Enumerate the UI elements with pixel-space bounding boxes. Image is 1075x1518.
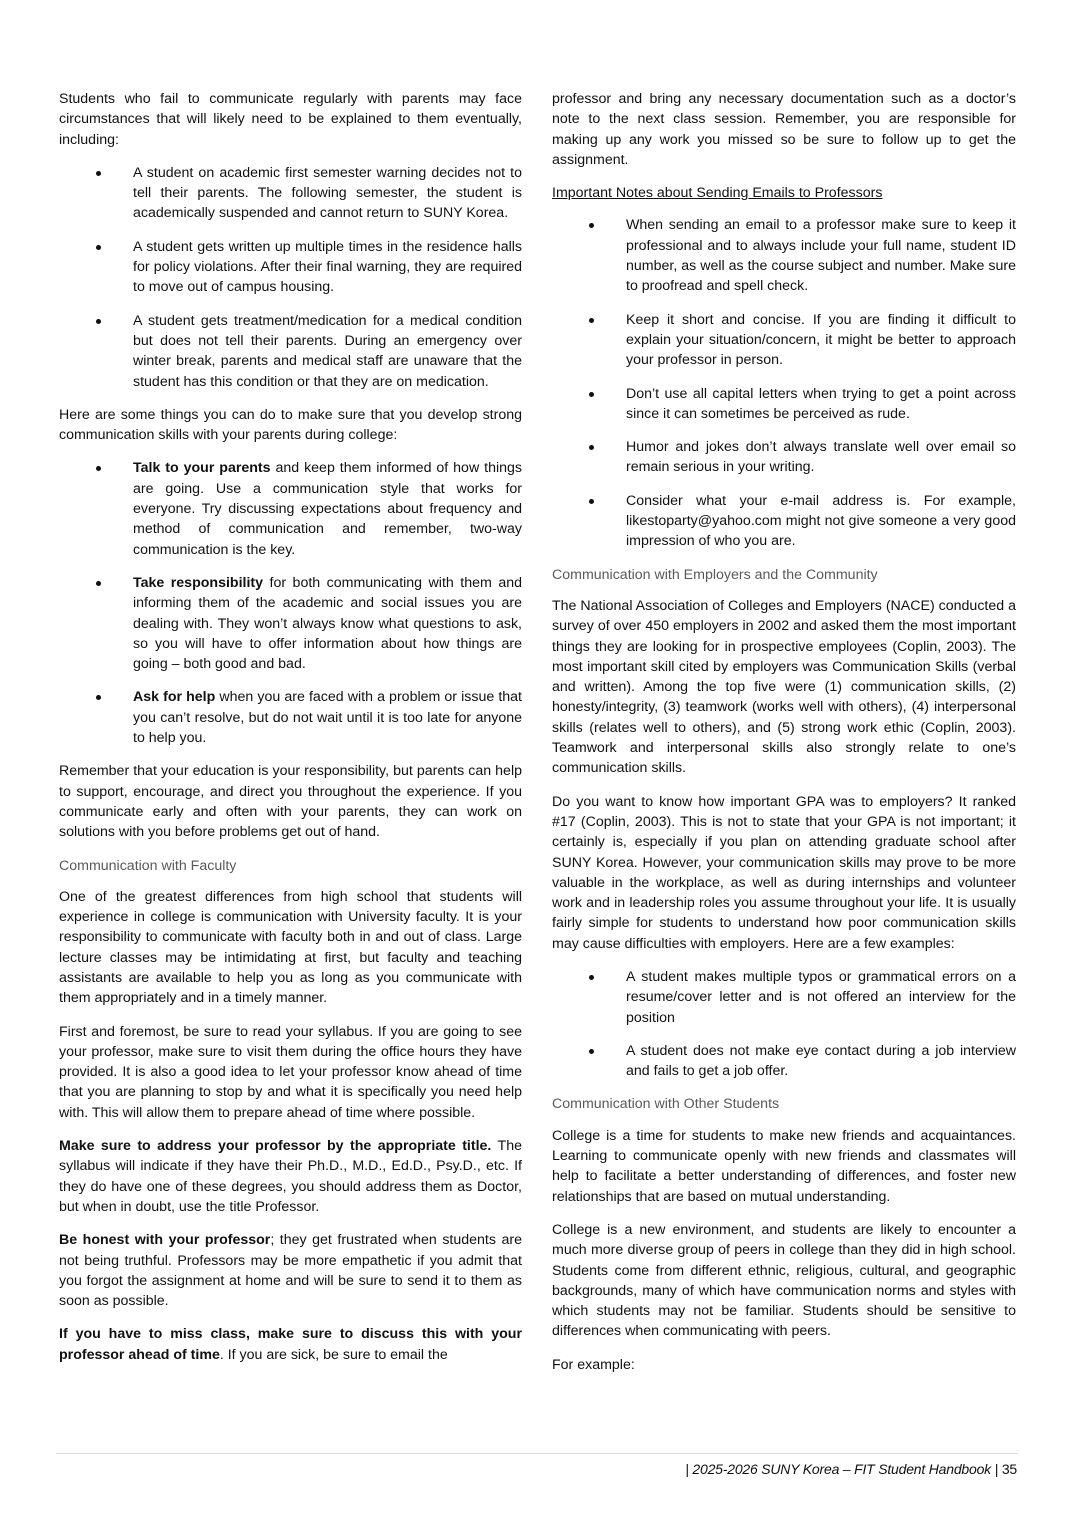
bullet-icon (96, 171, 101, 176)
right-column (552, 89, 1016, 1388)
syllabus-paragraph: First and foremost, be sure to read your syllabus. If you are going to see your professor, make sure to visit them during the office hours they have provided. It is also a good idea to let your professor know ahead of time that you are planning to stop by and what it is specifically you need help with. This will allow them to prepare ahead of time where possible. (59, 1023, 522, 1121)
intro-parents-paragraph: Students who fail to communicate regularly with parents may face circumstances that will likely need to be explained to them eventually, including: (59, 91, 522, 148)
tip-bold-lead: Talk to your parents (133, 460, 271, 477)
honest-paragraph: Be honest with your professor; they get frustrated when students are not being truthful. Professors may be more empathetic if you admit that you forgot the assignment at home and will be sure to send it to them as soon as possible. (59, 1232, 522, 1310)
parent-tips-list (59, 458, 522, 748)
remember-paragraph: Remember that your education is your responsibility, but parents can help to support, encourage, and direct you throughout the experience. If you communicate early and often with your parents, they can work on solutions with you before problems get out of hand. (59, 763, 522, 841)
page-footer (685, 1461, 1017, 1477)
gpa-paragraph: Do you want to know how important GPA was to employers? It ranked #17 (Coplin, 2003). This is not to state that your GPA is not important; it certainly is, especially if you plan on attending graduate school after SUNY Korea. However, your communication skills may prove to be more valuable in the workplace, as well as during internships and volunteer work and in leadership roles you assume throughout your life. It is usually fairly simple for students to understand how poor communication skills may cause difficulties with employers. Here are a few examples: (552, 793, 1016, 952)
other-students-heading: Communication with Other Students (552, 1096, 780, 1113)
faculty-intro-paragraph: One of the greatest differences from high school that students will experience in college is communication with University faculty. It is your responsibility to communicate with faculty both in and out of class. Large lecture classes may be intimidating at first, but faculty and teaching assistants are available to help you as long as you communicate with them appropriately and in a timely manner. (59, 888, 522, 1007)
employers-heading: Communication with Employers and the Community (552, 566, 878, 583)
bullet-icon (96, 319, 101, 324)
email-tips-list (552, 215, 1016, 551)
bullet-icon (589, 223, 594, 228)
list-item: Take responsibility for both communicating with them and informing them of the academic and social issues you are dealing with. They won’t always know what questions to ask, so you will have to offer information about how things are going – both good and bad. (59, 573, 522, 674)
bullet-icon (589, 975, 594, 980)
title-paragraph: Make sure to address your professor by the appropriate title. The syllabus will indicate if they have their Ph.D., M.D., Ed.D., Psy.D., etc. If they do have one of these degrees, you should address them as Doctor, but when in doubt, use the title Professor. (59, 1138, 522, 1215)
list-item: Ask for help when you are faced with a problem or issue that you can’t resolve, but do not wait until it is too late for anyone to help you. (59, 687, 522, 748)
list-item: Talk to your parents and keep them informed of how things are going. Use a communication style that works for everyone. Try discussing expectations about frequency and method of communication and remember, two-way communication is the key. (59, 458, 522, 559)
bullet-icon (589, 318, 594, 323)
tip-bold-lead: Ask for help (133, 689, 216, 706)
list-item: A student gets written up multiple times in the residence halls for policy violations. After their final warning, they are required to move out of campus housing. (59, 237, 522, 298)
list-item: A student on academic first semester warning decides not to tell their parents. The following semester, the student is academically suspended and cannot return to SUNY Korea. (59, 163, 522, 224)
list-item: Keep it short and concise. If you are finding it difficult to explain your situation/concern, it might be better to approach your professor in person. (552, 310, 1016, 371)
footer-title: | 2025-2026 SUNY Korea – FIT Student Handbook | (685, 1461, 999, 1477)
tips-intro-paragraph: Here are some things you can do to make sure that you develop strong communication skills with your parents during college: (59, 406, 522, 444)
list-item: A student makes multiple typos or grammatical errors on a resume/cover letter and is not offered an interview for the position (552, 967, 1016, 1028)
left-column (59, 89, 522, 1378)
diversity-paragraph: College is a new environment, and students are likely to encounter a much more diverse group of peers in college than they did in high school. Students come from different ethnic, religious, cultural, and geographic backgrounds, many of which have communication norms and styles with which students may not be familiar. Students should be sensitive to differences when communicating with peers. (552, 1221, 1016, 1340)
bullet-icon (589, 499, 594, 504)
nace-paragraph: The National Association of Colleges and Employers (NACE) conducted a survey of over 450 employers in 2002 and asked them the most important things they are looking for in prospective employees (Coplin, 2003). The most important skill cited by employers was Communication Skills (verbal and written). Among the top five were (1) communication skills, (2) honesty/integrity, (3) teamwork (works well with others), (4) interpersonal skills (relates well to others), and (5) strong work ethic (Coplin, 2003). Teamwork and interpersonal skills also strongly relate to one’s communication skills. (552, 597, 1016, 777)
list-item: Don’t use all capital letters when trying to get a point across since it can sometimes be perceived as rude. (552, 384, 1016, 425)
bullet-icon (96, 695, 101, 700)
list-item: Humor and jokes don’t always translate well over email so remain serious in your writing. (552, 437, 1016, 478)
list-item: A student gets treatment/medication for a medical condition but does not tell their parents. During an emergency over winter break, parents and medical staff are unaware that the student has this condition or that they are on medication. (59, 311, 522, 392)
tip-bold-lead: Take responsibility (133, 574, 264, 591)
miss-class-continued-paragraph: professor and bring any necessary documentation such as a doctor’s note to the next class session. Remember, you are responsible for making up any work you missed so be sure to follow up to get the assignment. (552, 91, 1016, 168)
employer-examples-list (552, 967, 1016, 1081)
list-item: Consider what your e-mail address is. For example, likestoparty@yahoo.com might not give someone a very good impression of who you are. (552, 491, 1016, 552)
bullet-icon (589, 1049, 594, 1054)
list-item: A student does not make eye contact during a job interview and fails to get a job offer. (552, 1041, 1016, 1082)
faculty-heading: Communication with Faculty (59, 857, 237, 874)
page-number: 35 (1001, 1461, 1017, 1477)
bullet-icon (589, 392, 594, 397)
for-example-text: For example: (552, 1356, 635, 1373)
list-item: When sending an email to a professor make sure to keep it professional and to always include your full name, student ID number, as well as the course subject and number. Make sure to proofread and spell check. (552, 215, 1016, 296)
footer-divider (56, 1453, 1018, 1454)
email-notes-heading: Important Notes about Sending Emails to Professors (552, 185, 883, 202)
bullet-icon (96, 466, 101, 471)
miss-class-paragraph: If you have to miss class, make sure to discuss this with your professor ahead of time. If you are sick, be sure to email the (59, 1326, 522, 1363)
bullet-icon (96, 581, 101, 586)
bullet-icon (589, 445, 594, 450)
friends-paragraph: College is a time for students to make new friends and acquaintances. Learning to communicate openly with new friends and classmates will help to facilitate a better understanding of differences, and foster new relationships that are based on mutual understanding. (552, 1127, 1016, 1205)
bullet-icon (96, 245, 101, 250)
parent-examples-list (59, 163, 522, 392)
